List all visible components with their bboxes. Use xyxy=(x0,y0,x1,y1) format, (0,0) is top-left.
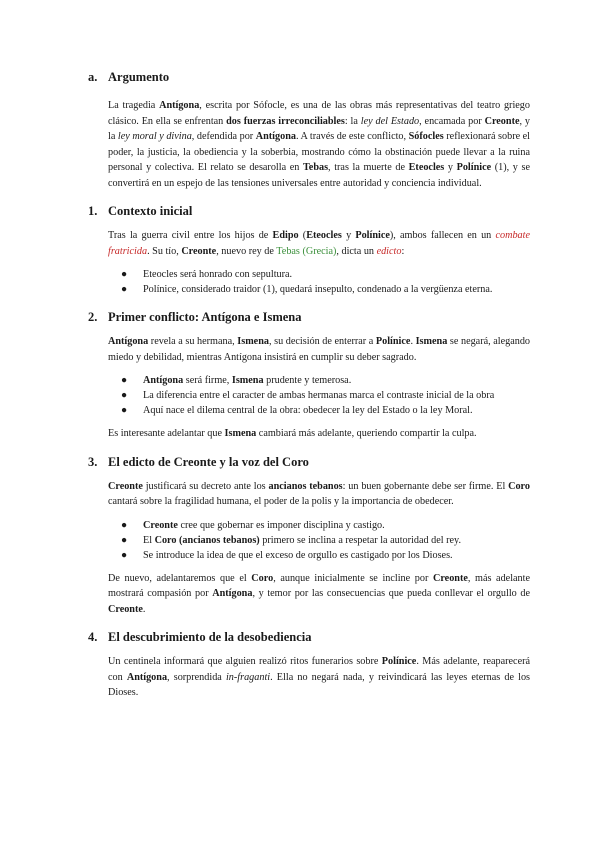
list-item: ● Se introduce la idea de que el exceso de orgullo es castigado por los Dioses. xyxy=(121,549,453,561)
section-title: El edicto de Creonte y la voz del Coro xyxy=(108,454,309,469)
section-heading-contexto xyxy=(88,204,530,219)
primer-conflicto-note: Es interesante adelantar que Ismena cambiará más adelante, queriendo compartir la culpa. xyxy=(108,428,477,439)
section-heading-primer-conflicto xyxy=(88,310,530,325)
descubrimiento-paragraph: Un centinela informará que alguien realizó ritos funerarios sobre Polínice. Más adelante, reaparecerá con Antígona, sorprendida in-fraganti. Ella no negará nada, y reivindicará las leyes eternas de los Dioses. xyxy=(108,656,531,698)
section-title: Contexto inicial xyxy=(108,204,193,218)
bullet-icon: ● xyxy=(121,390,128,401)
list-item: ● Eteocles será honrado con sepultura. xyxy=(121,269,293,280)
argumento-paragraph: La tragedia Antígona, escrita por Sófocle, es una de las obras más representativas del teatro griego clásico. En ella se enfrentan dos fuerzas irreconciliables: la ley del Estado, encamada por Creonte, y la ley moral y divina, defendida por Antígona. A través de este conflicto, Sófocles reflexionará sobre el poder, la justicia, la obediencia y la soberbia, mostrando cómo la obstinación puede llevar a la ruina personal y colectiva. El relato se desarolla en Tebas, tras la muerte de Eteocles y Polínice (1), y se convertirá en un espejo de las tensiones universales entre autoridad y conciencia individual. xyxy=(108,100,531,189)
highlight-text: edicto xyxy=(376,245,402,257)
bullet-icon: ● xyxy=(121,284,128,295)
section-number: 2. xyxy=(88,310,98,324)
contexto-list xyxy=(108,267,530,297)
section-number: a. xyxy=(88,70,98,84)
highlight-text: combate fratricida xyxy=(108,230,530,257)
bullet-icon: ● xyxy=(121,534,128,546)
primer-conflicto-list xyxy=(108,373,530,418)
link-text: Tebas (Grecia) xyxy=(276,245,337,257)
bullet-icon: ● xyxy=(121,269,128,280)
section-title: Argumento xyxy=(108,70,170,84)
bullet-icon: ● xyxy=(121,549,128,561)
list-item: ● Aquí nace el dilema central de la obra: obedecer la ley del Estado o la ley Moral. xyxy=(121,405,473,416)
section-number: 3. xyxy=(88,454,98,469)
section-number: 1. xyxy=(88,204,98,218)
section-heading-descubrimiento xyxy=(88,630,530,645)
bullet-icon: ● xyxy=(121,375,128,386)
section-heading-argumento xyxy=(88,70,530,85)
bullet-icon: ● xyxy=(121,519,128,531)
edicto-note: De nuevo, adelantaremos que el Coro, aunque inicialmente se incline por Creonte, más adelante mostrará compasión por Antígona, y temor por las consecuencias que pueda conllevar el orgullo de Creonte. xyxy=(108,572,530,615)
edicto-paragraph: Creonte justificará su decreto ante los ancianos tebanos: un buen gobernante debe ser firme. El Coro cantará sobre la fragilidad humana, el poder de la polis y la importancia de obedecer. xyxy=(108,480,530,507)
list-item: ● Antígona será firme, Ismena prudente y temerosa. xyxy=(121,375,352,386)
section-title: El descubrimiento de la desobediencia xyxy=(108,630,312,644)
section-title: Primer conflicto: Antígona e Ismena xyxy=(108,310,302,324)
section-number: 4. xyxy=(88,630,98,644)
edicto-list xyxy=(108,518,530,563)
list-item: ● La diferencia entre el caracter de ambas hermanas marca el contraste inicial de la obra xyxy=(121,390,495,401)
list-item: ● Polínice, considerado traidor (1), quedará insepulto, condenado a la vergüenza eterna. xyxy=(121,284,493,295)
primer-conflicto-paragraph: Antígona revela a su hermana, Ismena, su decisión de enterrar a Polínice. Ismena se negará, alegando miedo y debilidad, mientras Antígona insistirá en cumplir su deber sagrado. xyxy=(108,336,531,363)
contexto-paragraph: Tras la guerra civil entre los hijos de Edipo (Eteocles y Polínice), ambos fallecen en un combate fratricida. Su tío, Creonte, nuevo rey de Tebas (Grecia), dicta un edicto: xyxy=(108,230,530,257)
list-item: ● Creonte cree que gobernar es imponer disciplina y castigo. xyxy=(121,519,385,531)
list-item: ● El Coro (ancianos tebanos) primero se inclina a respetar la autoridad del rey. xyxy=(121,534,462,546)
bullet-icon: ● xyxy=(121,405,128,416)
section-heading-edicto xyxy=(88,455,530,470)
